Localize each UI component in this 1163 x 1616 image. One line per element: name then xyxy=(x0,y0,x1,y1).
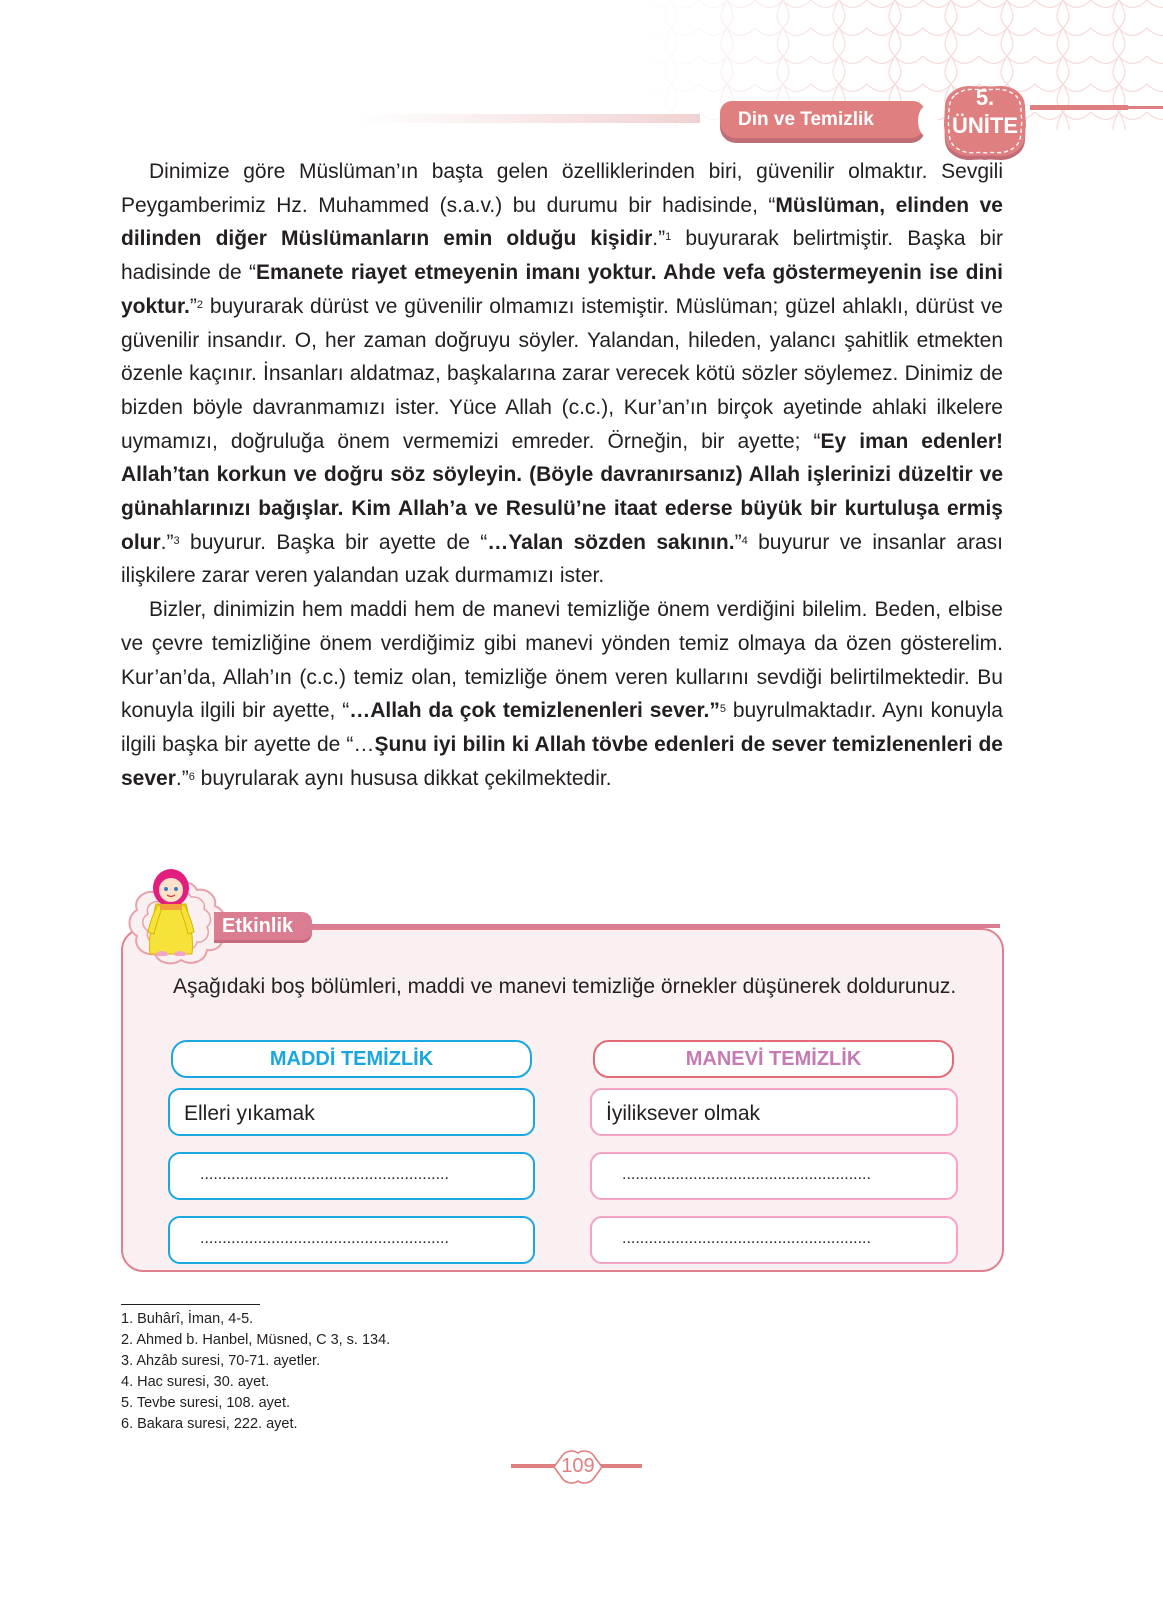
unit-title-notch xyxy=(918,105,938,137)
text-run: buyurur. Başka bir ayette de “ xyxy=(179,530,488,554)
body-paragraph xyxy=(121,593,1003,795)
activity-label: Etkinlik xyxy=(214,912,312,940)
text-run: buyrularak aynı hususa dikkat çekilmektedir. xyxy=(194,766,612,790)
footnote-5: 5. Tevbe suresi, 108. ayet. xyxy=(121,1395,291,1411)
text-run: ” xyxy=(189,294,197,318)
manevi-cell-2[interactable]: ........................................................ xyxy=(590,1152,958,1200)
text-run: Dinimize göre Müslüman’ın başta gelen özelliklerinden biri, güvenilir olmaktır. Sevgili Peygamberimiz Hz. Muhammed (s.a.v.) bu durumu bir hadisinde, “ xyxy=(121,160,1003,217)
unit-badge xyxy=(940,84,1030,140)
header-rule-end xyxy=(1128,106,1163,109)
maddi-cell-3[interactable]: ........................................................ xyxy=(168,1216,535,1264)
body-text xyxy=(121,155,1003,795)
activity-tab-rule xyxy=(300,924,1000,928)
footnote-1: 1. Buhârî, İman, 4-5. xyxy=(121,1311,254,1327)
maddi-cell-1[interactable]: Elleri yıkamak xyxy=(168,1088,535,1136)
footnote-ref: 2 xyxy=(196,298,203,311)
activity-instruction-text: Aşağıdaki boş bölümleri, maddi ve manevi temizliğe örnekler düşünerek doldurunuz. xyxy=(173,975,957,998)
text-run: .” xyxy=(175,766,189,790)
girl-character-illustration xyxy=(138,866,204,956)
footnote-2: 2. Ahmed b. Hanbel, Müsned, C 3, s. 134. xyxy=(121,1332,391,1348)
quote-text: Ey iman edenler! Allah’tan korkun ve doğru söz söyleyin. (Böyle davranırsanız) Allah işlerinizi düzeltir ve günahlarınızı bağışlar. Kim Allah’a ve Resulü’ne itaat ederse büyük bir kurtuluşa ermiş olur xyxy=(121,429,1003,554)
manevi-cell-3[interactable]: ........................................................ xyxy=(590,1216,958,1264)
footnote-ref: 3 xyxy=(173,534,180,547)
maddi-cell-2[interactable]: ........................................................ xyxy=(168,1152,535,1200)
body-paragraph xyxy=(121,155,1003,593)
footnote-ref: 6 xyxy=(188,770,195,783)
manevi-cell-1[interactable]: İyiliksever olmak xyxy=(590,1088,958,1136)
maddi-temizlik-header: MADDİ TEMİZLİK xyxy=(171,1040,532,1078)
unit-label: ÜNİTE xyxy=(952,113,1018,138)
manevi-temizlik-header: MANEVİ TEMİZLİK xyxy=(593,1040,954,1078)
quote-text: Şunu iyi bilin ki Allah tövbe edenleri de sever temizlenenleri de sever xyxy=(121,732,1003,790)
text-run: ” xyxy=(734,530,742,554)
page-number: 109 xyxy=(561,1455,595,1477)
quote-text: Müslüman, elinden ve dilinden diğer Müslümanların emin olduğu kişidir xyxy=(121,193,1003,251)
header-fade-bar xyxy=(360,114,700,123)
activity-instruction xyxy=(143,970,985,1003)
unit-number: 5. xyxy=(975,85,995,110)
footnote-ref: 5 xyxy=(719,703,726,716)
footnotes xyxy=(121,1309,390,1435)
header-rule xyxy=(1030,105,1128,110)
footnote-ref: 1 xyxy=(665,231,672,244)
quote-text: …Allah da çok temizlenenleri sever.” xyxy=(349,699,720,723)
text-run: buyurarak belirtmiştir. Başka bir hadisinde de “ xyxy=(121,227,1003,285)
text-run: buyurarak dürüst ve güvenilir olmamızı istemiştir. Müslüman; güzel ahlaklı, dürüst ve güvenilir insandır. O, her zaman doğruyu söyler. Yalandan, hileden, yalancı şahitlik etmekten özenle kaçınır. İnsanları aldatmaz, başkalarına zarar verecek kötü sözler söylemez. Dinimiz de bizden böyle davranmamızı ister. Yüce Allah (c.c.), Kur’an’ın birçok ayetinde ahlaki ilkelere uymamızı, doğruluğa önem vermemizi emreder. Örneğin, bir ayette; “ xyxy=(121,294,1003,453)
text-run: .” xyxy=(652,227,666,251)
footnote-6: 6. Bakara suresi, 222. ayet. xyxy=(121,1416,298,1432)
text-run: buyurur ve insanlar arası ilişkilere zarar veren yalandan uzak durmamızı ister. xyxy=(121,530,1004,588)
footnote-ref: 4 xyxy=(741,534,748,547)
footnote-3: 3. Ahzâb suresi, 70-71. ayetler. xyxy=(121,1353,321,1369)
quote-text: Emanete riayet etmeyenin imanı yoktur. Ahde vefa göstermeyenin ise dini yoktur. xyxy=(121,261,1003,318)
text-run: .” xyxy=(160,530,174,554)
quote-text: …Yalan sözden sakının. xyxy=(487,530,735,554)
footnote-4: 4. Hac suresi, 30. ayet. xyxy=(121,1374,270,1390)
footnote-rule xyxy=(121,1304,260,1305)
unit-title: Din ve Temizlik xyxy=(720,101,925,138)
text-run: buyrulmaktadır. Aynı konuyla ilgili başka bir ayette de “… xyxy=(121,699,1003,756)
text-run: Bizler, dinimizin hem maddi hem de manevi temizliğe önem verdiğini bilelim. Beden, elbise ve çevre temizliğine önem verdiğimiz gibi manevi yönden temiz olmaya da özen gösterelim. Kur’an’da, Allah’ın (c.c.) temiz olan, temizliğe önem veren kullarını sevdiği belirtilmektedir. Bu konuyla ilgili bir ayette, “ xyxy=(121,598,1003,723)
